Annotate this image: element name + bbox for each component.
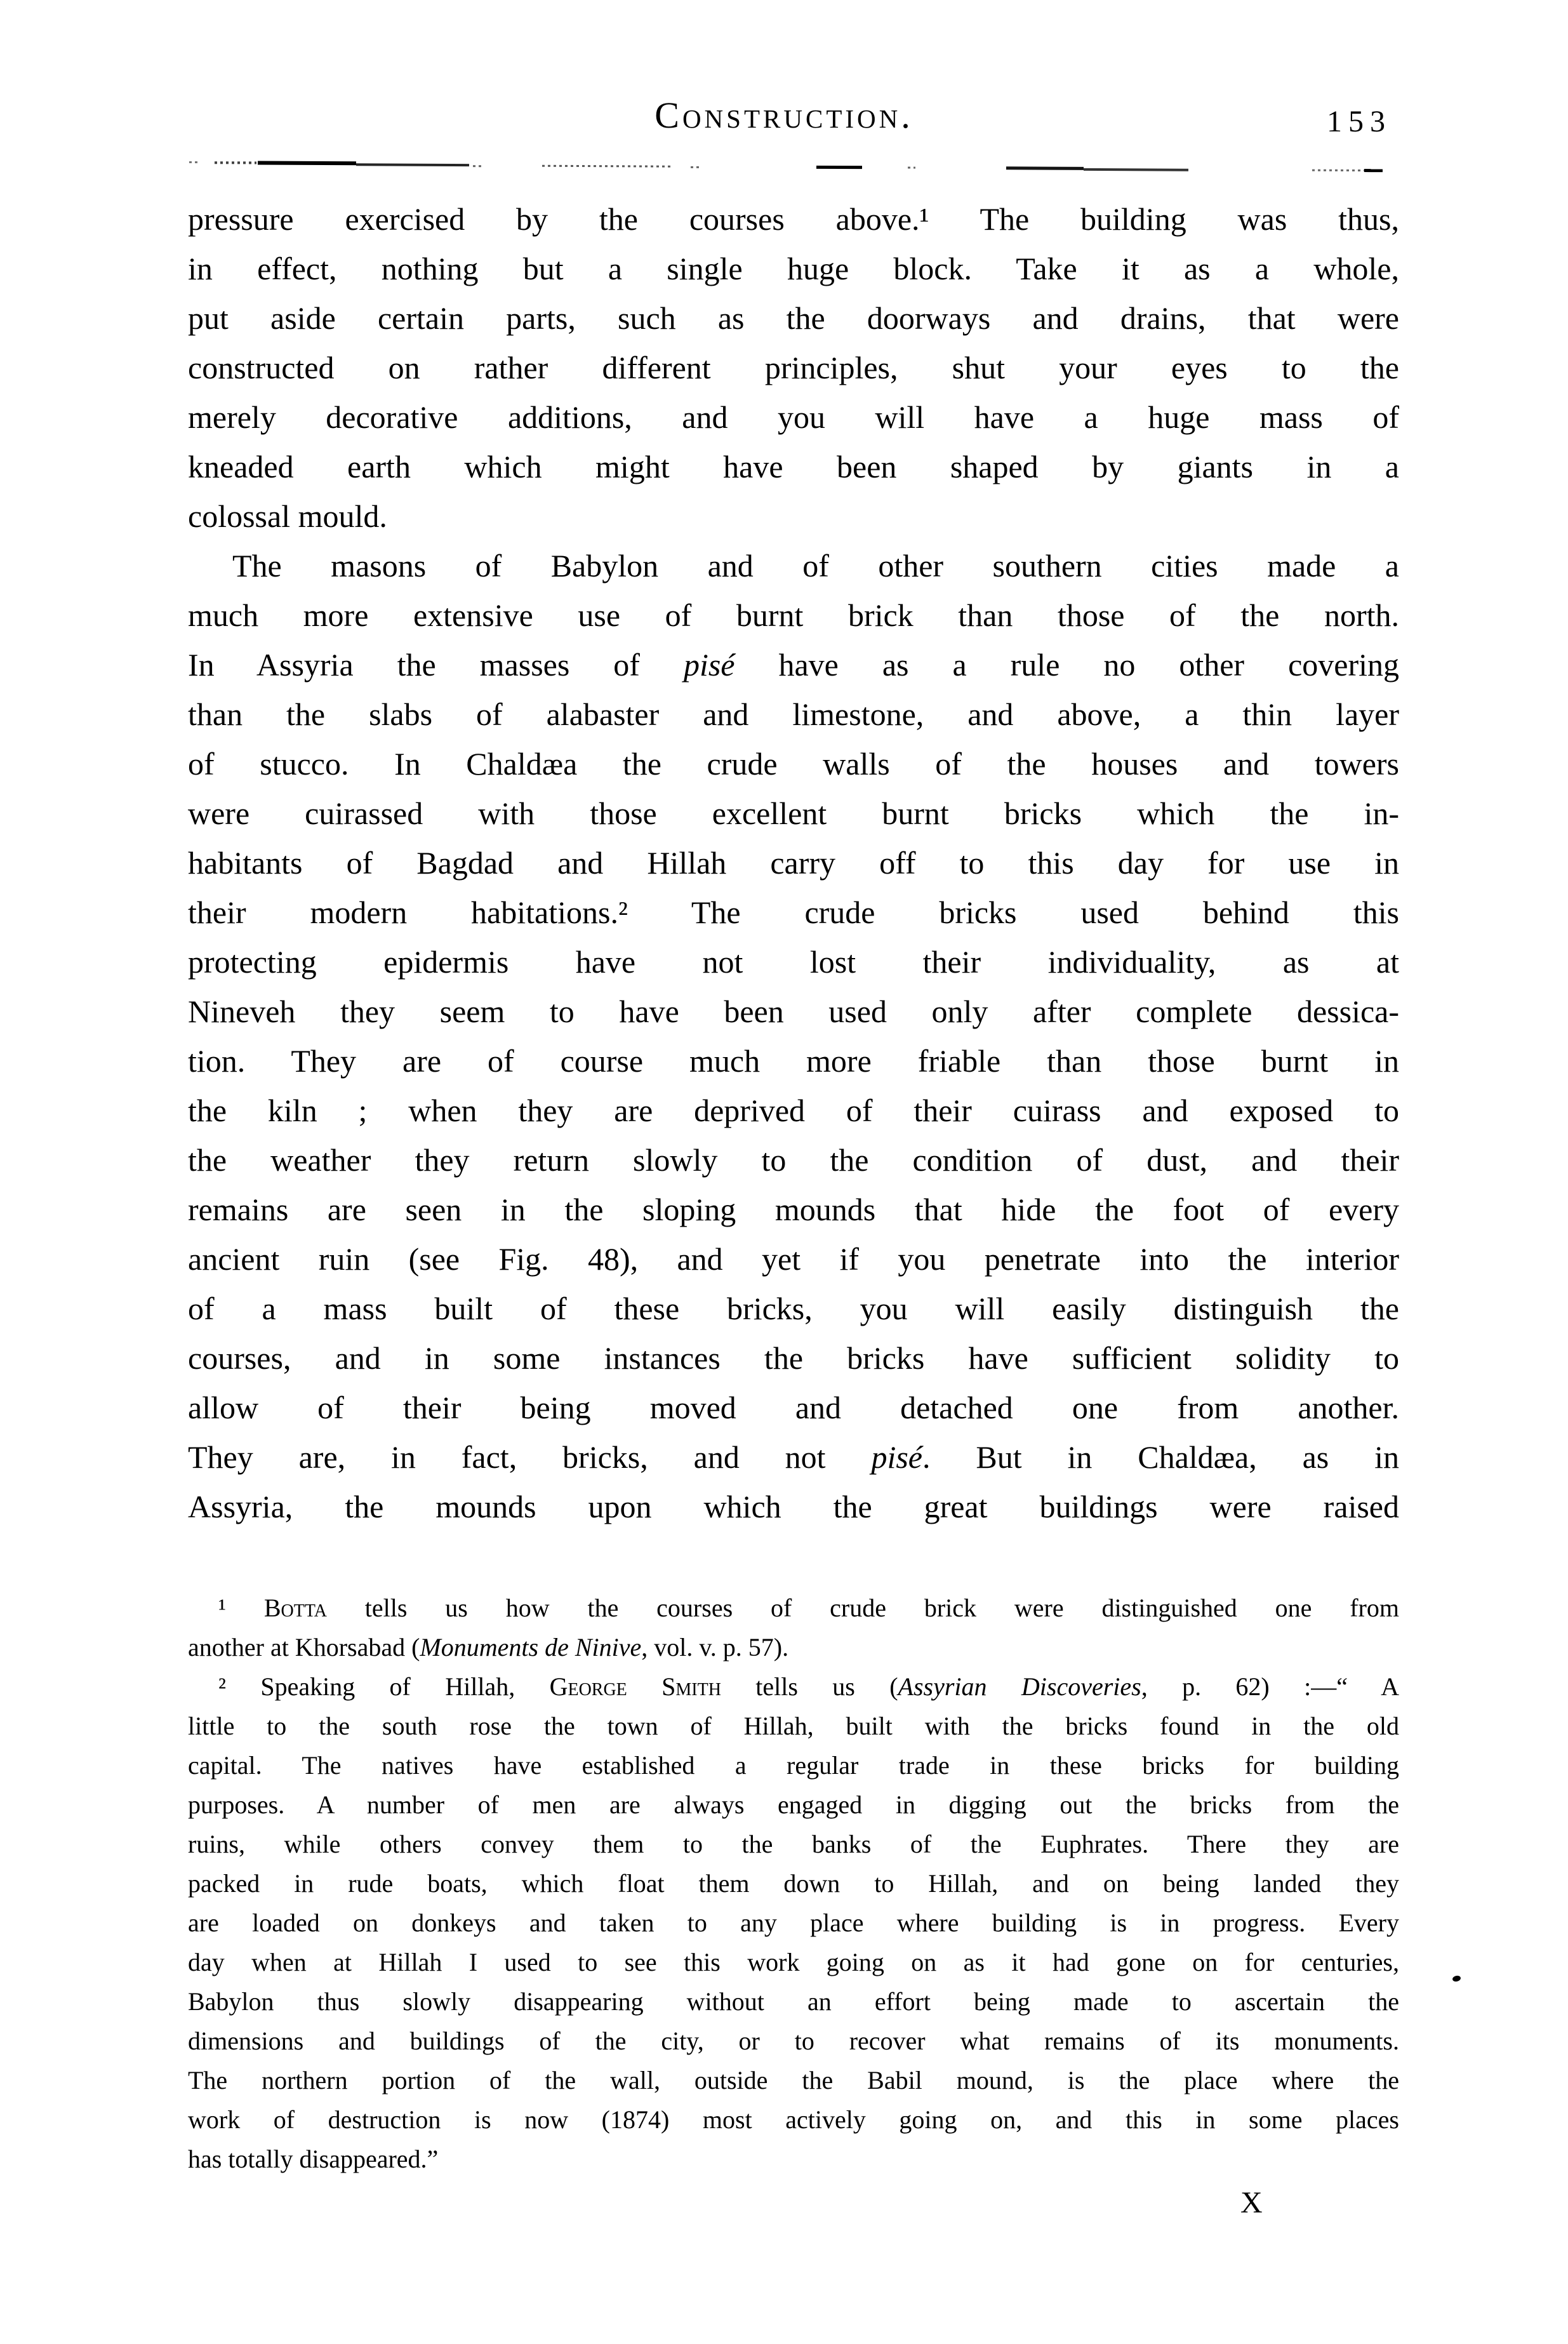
- text-line: work of destruction is now (1874) most actively going on, and this in some places: [188, 2105, 1399, 2134]
- ink-spot-artifact: [1452, 1975, 1461, 1983]
- text-line: pressure exercised by the courses above.¹ The building was thus,: [188, 201, 1399, 237]
- text-line: merely decorative additions, and you will have a huge mass of: [188, 399, 1399, 435]
- main-text: [188, 194, 1399, 1531]
- text-line: their modern habitations.² The crude bricks used behind this: [188, 895, 1399, 930]
- text-line: colossal mould.: [188, 498, 387, 534]
- text-line: put aside certain parts, such as the doorways and drains, that were: [188, 300, 1399, 336]
- text-line: little to the south rose the town of Hillah, built with the bricks found in the old: [188, 1712, 1399, 1740]
- text-line: The masons of Babylon and of other southern cities made a: [232, 548, 1399, 583]
- text-line: are loaded on donkeys and taken to any place where building is in progress. Every: [188, 1908, 1399, 1937]
- running-head-title: Construction.: [654, 95, 914, 136]
- text-line: than the slabs of alabaster and limestone, and above, a thin layer: [188, 696, 1399, 732]
- header-rule: [189, 159, 1383, 175]
- signature-mark: X: [1240, 2186, 1263, 2220]
- page-number: 153: [1327, 105, 1392, 138]
- text-line: the weather they return slowly to the condition of dust, and their: [188, 1142, 1399, 1178]
- text-line: ruins, while others convey them to the banks of the Euphrates. There they are: [188, 1830, 1399, 1858]
- text-line: purposes. A number of men are always engaged in digging out the bricks from the: [188, 1790, 1399, 1819]
- text-line: habitants of Bagdad and Hillah carry off to this day for use in: [188, 845, 1399, 881]
- footnote: [188, 1588, 1399, 1667]
- footnotes-section: [188, 1588, 1399, 2179]
- text-line: Babylon thus slowly disappearing without an effort being made to ascertain the: [188, 1987, 1399, 2016]
- text-line: ² Speaking of Hillah, George Smith tells us (Assyrian Discoveries, p. 62) :—“ A: [218, 1672, 1400, 1701]
- paragraph: [188, 194, 1399, 541]
- text-line: ¹ Botta tells us how the courses of crude brick were distinguished one from: [218, 1594, 1399, 1622]
- text-line: day when at Hillah I used to see this work going on as it had gone on for centuries,: [188, 1948, 1399, 1976]
- text-line: of a mass built of these bricks, you will easily distinguish the: [188, 1291, 1399, 1326]
- text-line: in effect, nothing but a single huge block. Take it as a whole,: [188, 251, 1399, 286]
- paragraph: [188, 541, 1399, 1531]
- text-line: much more extensive use of burnt brick than those of the north.: [188, 597, 1399, 633]
- text-line: were cuirassed with those excellent burnt bricks which the in-: [188, 796, 1399, 831]
- text-line: protecting epidermis have not lost their individuality, as at: [188, 944, 1399, 980]
- text-line: The northern portion of the wall, outside the Babil mound, is the place where the: [188, 2066, 1399, 2094]
- text-line: In Assyria the masses of pisé have as a rule no other covering: [188, 647, 1399, 683]
- text-line: ancient ruin (see Fig. 48), and yet if you penetrate into the interior: [188, 1241, 1399, 1277]
- text-line: of stucco. In Chaldæa the crude walls of the houses and towers: [188, 746, 1399, 782]
- text-line: Nineveh they seem to have been used only after complete dessica-: [188, 994, 1399, 1029]
- text-line: the kiln ; when they are deprived of their cuirass and exposed to: [188, 1093, 1399, 1128]
- text-line: has totally disappeared.”: [188, 2145, 439, 2173]
- text-line: kneaded earth which might have been shaped by giants in a: [188, 449, 1399, 484]
- footnote: [188, 1667, 1399, 2179]
- text-line: tion. They are of course much more friable than those burnt in: [188, 1043, 1399, 1079]
- text-line: They are, in fact, bricks, and not pisé. But in Chaldæa, as in: [188, 1439, 1399, 1475]
- text-line: another at Khorsabad (Monuments de Ninive, vol. v. p. 57).: [188, 1633, 789, 1661]
- text-line: dimensions and buildings of the city, or to recover what remains of its monuments.: [188, 2027, 1399, 2055]
- text-line: constructed on rather different principles, shut your eyes to the: [188, 350, 1399, 385]
- text-line: courses, and in some instances the bricks have sufficient solidity to: [188, 1340, 1399, 1376]
- text-line: Assyria, the mounds upon which the great buildings were raised: [188, 1489, 1399, 1524]
- text-line: capital. The natives have established a regular trade in these bricks for building: [188, 1751, 1399, 1780]
- text-line: allow of their being moved and detached one from another.: [188, 1390, 1399, 1425]
- text-line: packed in rude boats, which float them down to Hillah, and on being landed they: [188, 1869, 1399, 1898]
- text-line: remains are seen in the sloping mounds that hide the foot of every: [188, 1192, 1399, 1227]
